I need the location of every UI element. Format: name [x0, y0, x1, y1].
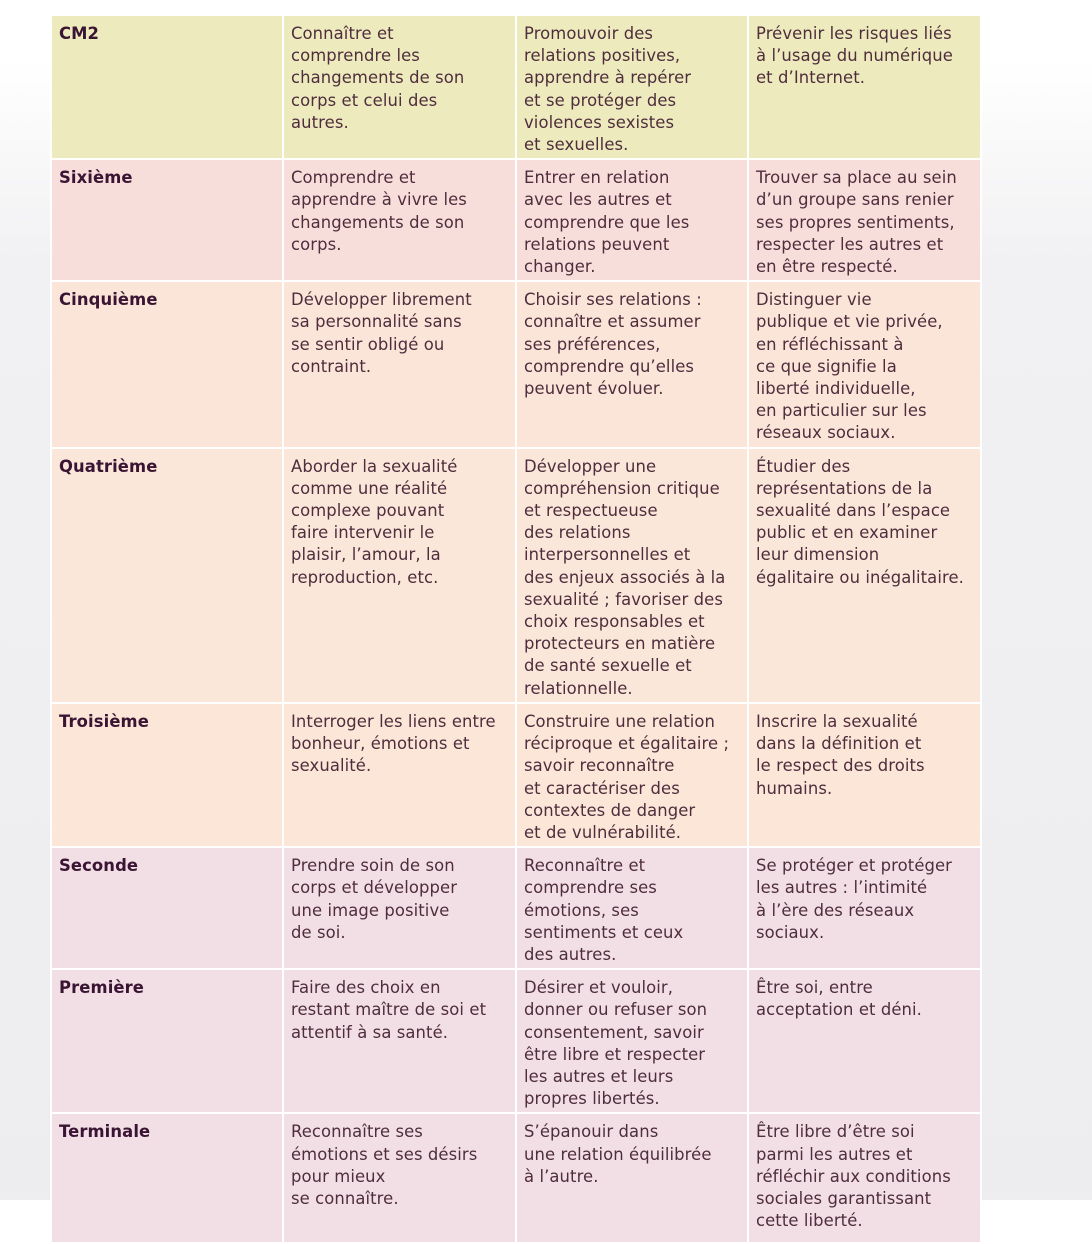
table-cell: Désirer et vouloir, donner ou refuser son consentement, savoir être libre et respecter les autres et leurs propres libertés.	[516, 969, 748, 1113]
table-cell: Être libre d’être soi parmi les autres et réfléchir aux conditions sociales garantissant cette liberté.	[748, 1113, 981, 1243]
table-row-quatrieme	[51, 448, 981, 703]
curriculum-table	[50, 14, 982, 1244]
table-row-cm2	[51, 15, 981, 159]
table-cell: Prendre soin de son corps et développer une image positive de soi.	[283, 847, 516, 969]
table-cell: Développer librement sa personnalité sans se sentir obligé ou contraint.	[283, 281, 516, 447]
table-cell: Construire une relation réciproque et égalitaire ; savoir reconnaître et caractériser des contextes de danger et de vulnérabilité.	[516, 703, 748, 847]
table-cell: Promouvoir des relations positives, apprendre à repérer et se protéger des violences sexistes et sexuelles.	[516, 15, 748, 159]
table-cell: Distinguer vie publique et vie privée, en réfléchissant à ce que signifie la liberté individuelle, en particulier sur les réseaux sociaux.	[748, 281, 981, 447]
row-level-label: Quatrième	[51, 448, 283, 703]
table-row-troisieme	[51, 703, 981, 847]
row-level-label: Terminale	[51, 1113, 283, 1243]
row-level-label: Sixième	[51, 159, 283, 281]
table-cell: Inscrire la sexualité dans la définition et le respect des droits humains.	[748, 703, 981, 847]
table-cell: Interroger les liens entre bonheur, émotions et sexualité.	[283, 703, 516, 847]
row-level-label: CM2	[51, 15, 283, 159]
table-cell: Développer une compréhension critique et respectueuse des relations interpersonnelles et des enjeux associés à la sexualité ; favoriser des choix responsables et protecteurs en matière de santé sexuelle et relationnelle.	[516, 448, 748, 703]
table-cell: Se protéger et protéger les autres : l’intimité à l’ère des réseaux sociaux.	[748, 847, 981, 969]
table-cell: Entrer en relation avec les autres et comprendre que les relations peuvent changer.	[516, 159, 748, 281]
table-cell: Étudier des représentations de la sexualité dans l’espace public et en examiner leur dimension égalitaire ou inégalitaire.	[748, 448, 981, 703]
row-level-label: Seconde	[51, 847, 283, 969]
table-row-premiere	[51, 969, 981, 1113]
table-row-sixieme	[51, 159, 981, 281]
table-cell: Être soi, entre acceptation et déni.	[748, 969, 981, 1113]
row-level-label: Première	[51, 969, 283, 1113]
table-row-cinquieme	[51, 281, 981, 447]
table-cell: Connaître et comprendre les changements de son corps et celui des autres.	[283, 15, 516, 159]
row-level-label: Cinquième	[51, 281, 283, 447]
table-row-seconde	[51, 847, 981, 969]
row-level-label: Troisième	[51, 703, 283, 847]
table-cell: Prévenir les risques liés à l’usage du numérique et d’Internet.	[748, 15, 981, 159]
table-cell: Choisir ses relations : connaître et assumer ses préférences, comprendre qu’elles peuvent évoluer.	[516, 281, 748, 447]
table-cell: Comprendre et apprendre à vivre les changements de son corps.	[283, 159, 516, 281]
table-row-terminale	[51, 1113, 981, 1243]
table-cell: Reconnaître ses émotions et ses désirs pour mieux se connaître.	[283, 1113, 516, 1243]
table-cell: Trouver sa place au sein d’un groupe sans renier ses propres sentiments, respecter les autres et en être respecté.	[748, 159, 981, 281]
table-cell: Faire des choix en restant maître de soi et attentif à sa santé.	[283, 969, 516, 1113]
table-cell: S’épanouir dans une relation équilibrée à l’autre.	[516, 1113, 748, 1243]
table-cell: Aborder la sexualité comme une réalité complexe pouvant faire intervenir le plaisir, l’amour, la reproduction, etc.	[283, 448, 516, 703]
curriculum-table-container	[50, 14, 980, 1231]
table-cell: Reconnaître et comprendre ses émotions, ses sentiments et ceux des autres.	[516, 847, 748, 969]
